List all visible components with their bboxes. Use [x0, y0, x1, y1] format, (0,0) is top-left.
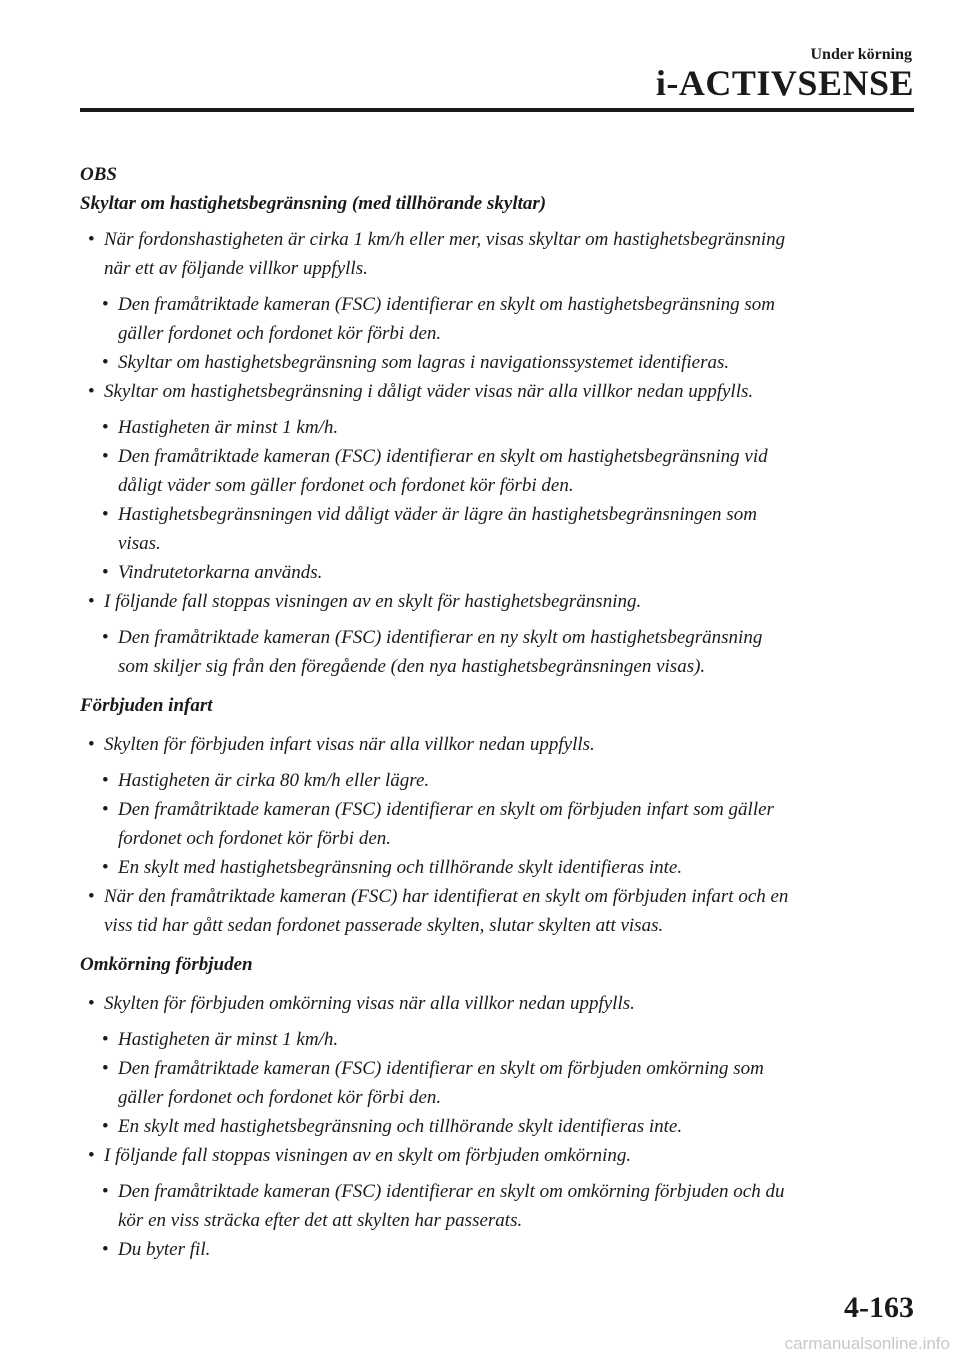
bullet-icon: •: [88, 734, 95, 755]
bullet-item: • Skylten för förbjuden infart visas när alla villkor nedan uppfylls.: [80, 730, 916, 759]
bullet-icon: •: [102, 1239, 109, 1260]
note-label: OBS: [80, 164, 117, 185]
header-title: i-ACTIVSENSE: [655, 63, 914, 103]
page-number: 4-163: [844, 1291, 914, 1324]
bullet-icon: •: [102, 446, 109, 467]
section-heading-no-entry: Förbjuden infart: [80, 695, 213, 716]
bullet-icon: •: [102, 799, 109, 820]
bullet-item: • Skyltar om hastighetsbegränsning i dåligt väder visas när alla villkor nedan uppfylls.: [80, 377, 916, 406]
bullet-icon: •: [102, 352, 109, 373]
bullet-item: • När den framåtriktade kameran (FSC) har identifierat en skylt om förbjuden infart och en viss tid har gått sedan fordonet passerade skylten, slutar skylten att visas.: [80, 882, 916, 940]
bullet-icon: •: [88, 1145, 95, 1166]
note-subheading: Skyltar om hastighetsbegränsning (med tillhörande skyltar): [80, 193, 547, 214]
bullet-icon: •: [102, 1181, 109, 1202]
bullet-icon: •: [88, 381, 95, 402]
header-rule: [80, 108, 914, 112]
bullet-icon: •: [102, 1029, 109, 1050]
bullet-icon: •: [102, 627, 109, 648]
sub-bullet-item: • Den framåtriktade kameran (FSC) identifierar en skylt om omkörning förbjuden och du kör en viss sträcka efter det att skylten har passerats.: [80, 1177, 916, 1235]
sub-bullet-item: • En skylt med hastighetsbegränsning och tillhörande skylt identifieras inte.: [80, 1112, 916, 1141]
sub-bullet-item: • Hastigheten är cirka 80 km/h eller lägre.: [80, 766, 916, 795]
sub-bullet-item: • Den framåtriktade kameran (FSC) identifierar en skylt om hastighetsbegränsning som gäller fordonet och fordonet kör förbi den.: [80, 290, 916, 348]
bullet-icon: •: [102, 417, 109, 438]
sub-bullet-item: • Hastigheten är minst 1 km/h.: [80, 413, 916, 442]
bullet-icon: •: [88, 886, 95, 907]
sub-bullet-item: • Den framåtriktade kameran (FSC) identifierar en skylt om förbjuden omkörning som gäller fordonet och fordonet kör förbi den.: [80, 1054, 916, 1112]
sub-bullet-item: • Hastigheten är minst 1 km/h.: [80, 1025, 916, 1054]
bullet-icon: •: [102, 1058, 109, 1079]
bullet-icon: •: [102, 857, 109, 878]
bullet-icon: •: [102, 294, 109, 315]
bullet-icon: •: [88, 591, 95, 612]
sub-bullet-item: • Du byter fil.: [80, 1235, 916, 1264]
header-section: Under körning: [810, 46, 912, 63]
sub-bullet-item: • Skyltar om hastighetsbegränsning som lagras i navigationssystemet identifieras.: [80, 348, 916, 377]
watermark: carmanualsonline.info: [784, 1334, 950, 1353]
bullet-icon: •: [102, 562, 109, 583]
sub-bullet-item: • Hastighetsbegränsningen vid dåligt väder är lägre än hastighetsbegränsningen som visas.: [80, 500, 916, 558]
bullet-item: • Skylten för förbjuden omkörning visas när alla villkor nedan uppfylls.: [80, 989, 916, 1018]
bullet-icon: •: [102, 1116, 109, 1137]
section-heading-no-overtaking: Omkörning förbjuden: [80, 954, 253, 975]
bullet-item: • I följande fall stoppas visningen av en skylt för hastighetsbegränsning.: [80, 587, 916, 616]
sub-bullet-item: • Den framåtriktade kameran (FSC) identifierar en ny skylt om hastighetsbegränsning som skiljer sig från den föregående (den nya hastighetsbegränsningen visas).: [80, 623, 916, 681]
content: [80, 160, 916, 1264]
sub-bullet-item: • Vindrutetorkarna används.: [80, 558, 916, 587]
bullet-icon: •: [102, 504, 109, 525]
bullet-icon: •: [102, 770, 109, 791]
bullet-icon: •: [88, 229, 95, 250]
bullet-item: • När fordonshastigheten är cirka 1 km/h eller mer, visas skyltar om hastighetsbegränsning när ett av följande villkor uppfylls.: [80, 225, 916, 283]
sub-bullet-item: • En skylt med hastighetsbegränsning och tillhörande skylt identifieras inte.: [80, 853, 916, 882]
bullet-icon: •: [88, 993, 95, 1014]
sub-bullet-item: • Den framåtriktade kameran (FSC) identifierar en skylt om hastighetsbegränsning vid dåligt väder som gäller fordonet och fordonet kör förbi den.: [80, 442, 916, 500]
sub-bullet-item: • Den framåtriktade kameran (FSC) identifierar en skylt om förbjuden infart som gäller fordonet och fordonet kör förbi den.: [80, 795, 916, 853]
bullet-item: • I följande fall stoppas visningen av en skylt om förbjuden omkörning.: [80, 1141, 916, 1170]
